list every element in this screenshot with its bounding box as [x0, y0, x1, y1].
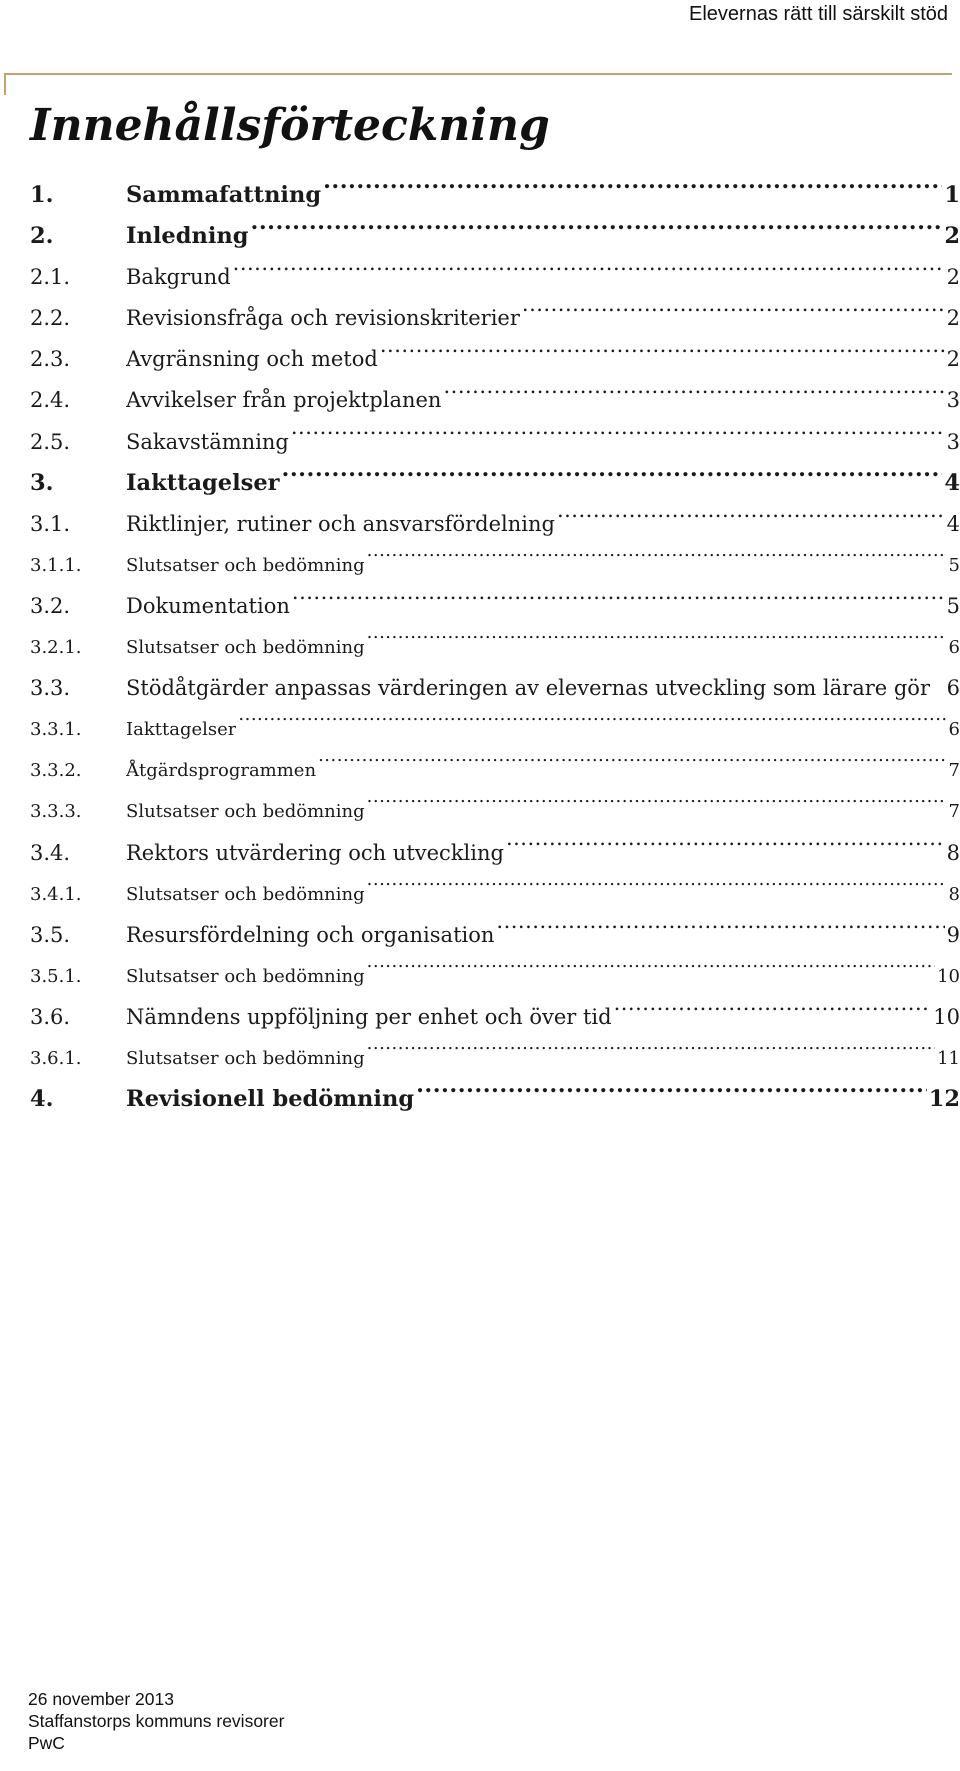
toc-entry-page: 3: [946, 429, 960, 454]
toc-entry[interactable]: [30, 750, 960, 791]
toc-entry-label: Rektors utvärdering och utveckling: [126, 840, 504, 865]
toc-entry[interactable]: [30, 627, 960, 668]
toc-entry-label: Slutsatser och bedömning: [126, 554, 365, 576]
toc-entry-leader: [380, 341, 945, 366]
toc-entry[interactable]: [30, 422, 960, 463]
toc-entry-leader: [292, 588, 945, 613]
toc-entry-label: Iakttagelser: [126, 719, 237, 741]
toc-entry[interactable]: [30, 915, 960, 956]
toc-entry-number: 3.: [30, 469, 54, 496]
toc-entry-number: 4.: [30, 1086, 54, 1113]
toc-entry[interactable]: [30, 586, 960, 627]
toc-entry-leader: [291, 423, 945, 448]
toc-entry-leader: [367, 878, 946, 900]
toc-entry-number: 3.5.: [30, 922, 71, 947]
toc-entry-number: 3.6.1.: [30, 1047, 82, 1069]
toc-entry-number: 2.5.: [30, 429, 71, 454]
toc-entry-page: 2: [944, 223, 960, 250]
toc-entry[interactable]: [30, 298, 960, 339]
toc-entry-label: Iakttagelser: [126, 469, 280, 496]
toc-entry[interactable]: [30, 791, 960, 832]
toc-entry[interactable]: [30, 380, 960, 421]
toc-entry-number: 3.3.1.: [30, 719, 82, 741]
toc-entry-label: Avvikelser från projektplanen: [126, 388, 442, 413]
toc-entry-number: 2.: [30, 223, 54, 250]
toc-entry-label: Inledning: [126, 223, 249, 250]
toc-entry[interactable]: [30, 175, 960, 216]
toc-entry-number: 3.1.: [30, 511, 71, 536]
toc-entry-page: 1: [944, 182, 960, 208]
toc-entry[interactable]: [30, 463, 960, 504]
toc-entry-page: 4: [944, 469, 960, 496]
toc-entry-leader: [367, 960, 935, 982]
toc-entry[interactable]: [30, 339, 960, 380]
toc-entry[interactable]: [30, 504, 960, 545]
toc-entry-page: 2: [946, 265, 960, 290]
header-rule-tick: [4, 73, 6, 95]
toc-entry-page: 4: [946, 511, 960, 536]
toc-entry-number: 1.: [30, 182, 54, 208]
toc-entry-page: 8: [948, 883, 960, 905]
toc-entry-label: Revisionell bedömning: [126, 1086, 415, 1113]
toc-entry-leader: [522, 300, 945, 325]
toc-entry-label: Slutsatser och bedömning: [126, 637, 365, 659]
toc-entry-label: Riktlinjer, rutiner och ansvarsfördelning: [126, 511, 555, 536]
footer: [28, 1688, 284, 1754]
toc-entry-page: 6: [948, 719, 960, 741]
toc-entry-label: Sakavstämning: [126, 429, 289, 454]
toc-entry-page: 5: [946, 593, 960, 618]
toc-entry-number: 3.3.2.: [30, 760, 82, 782]
toc-entry-label: Avgränsning och metod: [126, 347, 378, 372]
toc-entry[interactable]: [30, 1079, 960, 1120]
header-rule: [4, 73, 952, 75]
toc-entry-label: Dokumentation: [126, 593, 290, 618]
toc-entry-page: 2: [946, 347, 960, 372]
toc-title: Innehållsförteckning: [30, 100, 550, 151]
toc-entry-leader: [323, 175, 942, 202]
table-of-contents: [30, 175, 960, 1120]
toc-entry-number: 2.3.: [30, 347, 71, 372]
toc-entry-page: 10: [933, 1004, 960, 1029]
toc-entry-leader: [614, 999, 932, 1024]
toc-entry-number: 3.3.: [30, 676, 71, 701]
toc-entry[interactable]: [30, 668, 960, 709]
toc-entry-number: 3.3.3.: [30, 801, 82, 823]
toc-entry-page: 7: [948, 801, 960, 823]
toc-entry-label: Stödåtgärder anpassas värderingen av elevernas utveckling som lärare gör: [126, 676, 930, 701]
toc-entry-number: 3.6.: [30, 1004, 71, 1029]
footer-date: 26 november 2013: [28, 1689, 174, 1709]
toc-entry-page: 6: [948, 637, 960, 659]
toc-entry-leader: [367, 631, 946, 653]
toc-entry-label: Slutsatser och bedömning: [126, 1047, 365, 1069]
toc-entry-label: Revisionsfråga och revisionskriterier: [126, 306, 520, 331]
toc-entry-leader: [318, 755, 946, 777]
toc-entry-page: 3: [946, 388, 960, 413]
toc-entry-leader: [238, 714, 946, 736]
toc-entry-page: 7: [948, 760, 960, 782]
toc-entry-number: 2.2.: [30, 306, 71, 331]
toc-entry-leader: [443, 382, 944, 407]
toc-entry-leader: [367, 549, 946, 571]
toc-entry-leader: [282, 463, 943, 490]
toc-entry-leader: [250, 216, 942, 243]
toc-entry[interactable]: [30, 833, 960, 874]
footer-firm: PwC: [28, 1733, 65, 1753]
toc-entry-label: Åtgärdsprogrammen: [126, 760, 317, 782]
toc-entry-page: 6: [946, 676, 960, 701]
toc-entry-number: 2.4.: [30, 388, 71, 413]
toc-entry-label: Slutsatser och bedömning: [126, 801, 365, 823]
toc-entry-page: 9: [946, 922, 960, 947]
toc-entry-page: 8: [946, 840, 960, 865]
toc-entry-leader: [506, 834, 945, 859]
toc-entry[interactable]: [30, 257, 960, 298]
toc-entry-leader: [233, 259, 945, 284]
toc-entry-number: 3.2.1.: [30, 637, 82, 659]
toc-entry[interactable]: [30, 709, 960, 750]
toc-entry-number: 3.5.1.: [30, 965, 82, 987]
toc-entry-leader: [416, 1079, 927, 1106]
toc-entry-leader: [367, 1042, 935, 1064]
toc-entry[interactable]: [30, 874, 960, 915]
toc-entry-page: 12: [928, 1086, 960, 1113]
toc-entry-label: Sammafattning: [126, 182, 322, 208]
toc-entry-leader: [496, 917, 944, 942]
toc-entry-number: 3.4.: [30, 840, 71, 865]
toc-entry[interactable]: [30, 997, 960, 1038]
toc-entry-number: 3.2.: [30, 593, 71, 618]
toc-entry-label: Slutsatser och bedömning: [126, 965, 365, 987]
toc-entry-label: Resursfördelning och organisation: [126, 922, 495, 947]
toc-entry-number: 2.1.: [30, 265, 71, 290]
toc-entry-label: Nämndens uppföljning per enhet och över tid: [126, 1004, 612, 1029]
toc-entry-leader: [557, 506, 945, 531]
toc-entry[interactable]: [30, 216, 960, 257]
toc-entry-page: 5: [948, 554, 960, 576]
toc-entry-number: 3.1.1.: [30, 554, 82, 576]
running-header: Elevernas rätt till särskilt stöd: [689, 3, 948, 25]
toc-entry-label: Bakgrund: [126, 265, 231, 290]
toc-entry-page: 2: [946, 306, 960, 331]
toc-entry[interactable]: [30, 1038, 960, 1079]
toc-entry-label: Slutsatser och bedömning: [126, 883, 365, 905]
footer-organization: Staffanstorps kommuns revisorer: [28, 1711, 285, 1731]
toc-entry-number: 3.4.1.: [30, 883, 82, 905]
toc-entry[interactable]: [30, 545, 960, 586]
toc-entry-leader: [367, 796, 946, 818]
toc-entry[interactable]: [30, 956, 960, 997]
toc-entry-page: 11: [937, 1047, 960, 1069]
toc-entry-page: 10: [937, 965, 960, 987]
